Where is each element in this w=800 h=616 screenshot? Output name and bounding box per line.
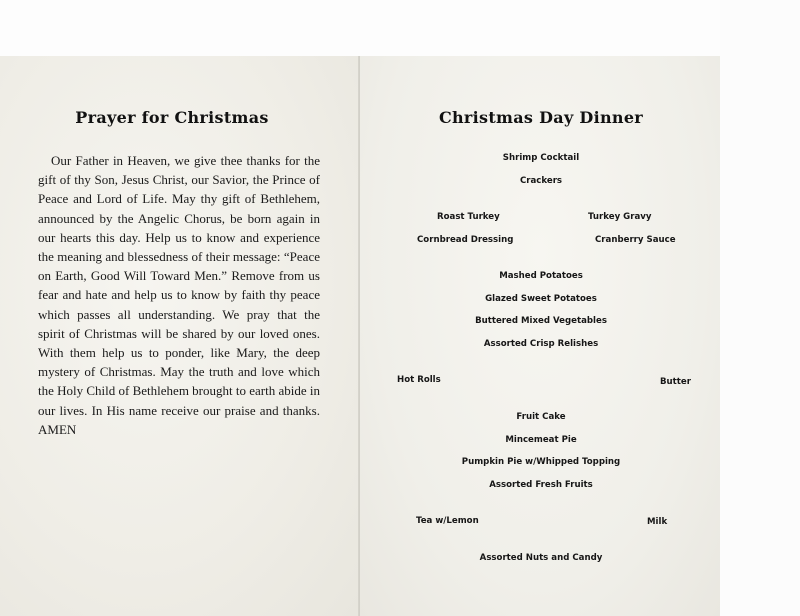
menu-item-assorted-fresh-fruits: Assorted Fresh Fruits	[489, 480, 593, 490]
scan-top-margin	[0, 0, 800, 56]
menu-item-shrimp-cocktail: Shrimp Cocktail	[502, 153, 580, 163]
menu-item-nuts-candy: Assorted Nuts and Candy	[479, 553, 603, 563]
menu-title: Christmas Day Dinner	[438, 108, 644, 127]
prayer-title: Prayer for Christmas	[75, 108, 269, 127]
menu-item-tea-lemon: Tea w/Lemon	[416, 516, 479, 526]
menu-item-milk: Milk	[647, 517, 668, 527]
menu-item-crackers: Crackers	[519, 176, 563, 186]
menu-item-pumpkin-pie: Pumpkin Pie w/Whipped Topping	[461, 457, 621, 467]
scan-right-margin	[720, 0, 800, 616]
prayer-text: Our Father in Heaven, we give thee thanks for the gift of thy Son, Jesus Christ, our Savior, the Prince of Peace and Lord of Life. May thy gift of Bethlehem, announced by the Angelic Chorus, be born again in our hearts this day. Help us to know and experience the meaning and blessedness of their message: “Peace on Earth, Good Will Toward Men.” Remove from us fear and hate and help us to know by faith thy peace which passes all understanding. We pray that the spirit of Christmas will be shared by our loved ones. With them help us to ponder, like Mary, the deep mystery of Christmas. May the truth and love which the Holy Child of Bethlehem brought to earth abide in our lives. In His name receive our praise and thanks. AMEN	[38, 153, 320, 437]
menu-item-cranberry-sauce: Cranberry Sauce	[595, 235, 676, 245]
menu-item-glazed-sweet-potatoes: Glazed Sweet Potatoes	[485, 294, 597, 304]
menu-item-turkey-gravy: Turkey Gravy	[588, 212, 652, 222]
menu-item-butter: Butter	[660, 377, 691, 387]
menu-item-mashed-potatoes: Mashed Potatoes	[499, 271, 583, 281]
menu-item-buttered-mixed-vegetables: Buttered Mixed Vegetables	[475, 316, 607, 326]
menu-item-assorted-crisp-relishes: Assorted Crisp Relishes	[483, 339, 599, 349]
menu-item-hot-rolls: Hot Rolls	[397, 375, 441, 385]
menu-item-fruit-cake: Fruit Cake	[516, 412, 566, 422]
right-page	[360, 56, 720, 616]
menu-item-roast-turkey: Roast Turkey	[437, 212, 500, 222]
menu-item-mincemeat-pie: Mincemeat Pie	[505, 435, 577, 445]
page-fold	[358, 56, 360, 616]
menu-item-cornbread-dressing: Cornbread Dressing	[417, 235, 514, 245]
